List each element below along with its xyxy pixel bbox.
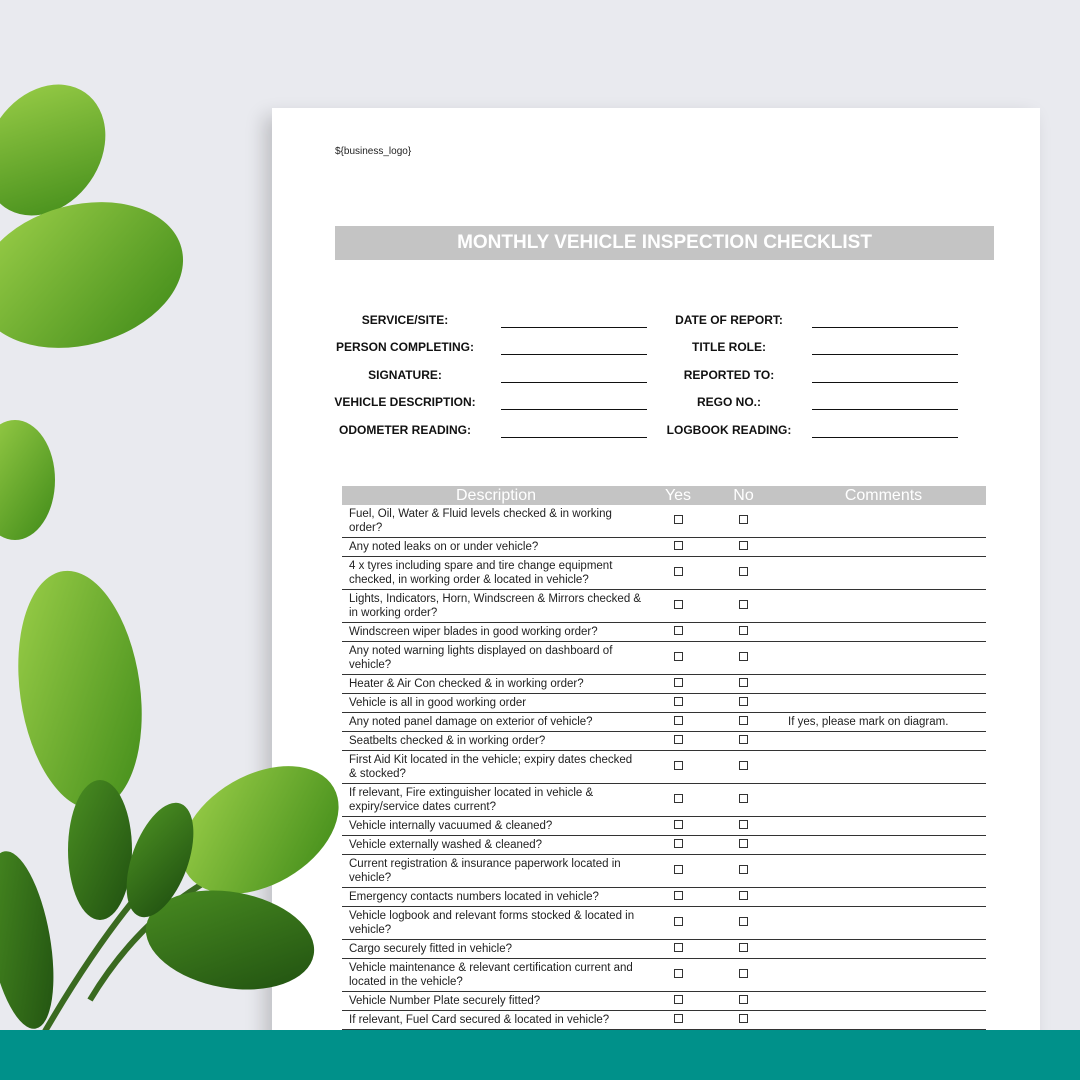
- field-label: SIGNATURE:: [368, 368, 442, 382]
- row-description: If relevant, Fire extinguisher located in vehicle & expiry/service dates current?: [342, 784, 650, 817]
- row-description: 4 x tyres including spare and tire change equipment checked, in working order & located in vehicle?: [342, 557, 650, 590]
- field-label: TITLE ROLE:: [692, 340, 766, 354]
- no-checkbox[interactable]: [739, 697, 748, 706]
- yes-checkbox[interactable]: [674, 891, 683, 900]
- field-label: ODOMETER READING:: [339, 423, 471, 437]
- table-row: [342, 590, 986, 623]
- form-field: [272, 338, 1040, 358]
- table-row: [342, 694, 986, 713]
- row-comment: [781, 557, 986, 590]
- yes-checkbox[interactable]: [674, 839, 683, 848]
- no-checkbox[interactable]: [739, 735, 748, 744]
- yes-cell: [650, 888, 706, 907]
- footer-band: [0, 1030, 1080, 1080]
- yes-checkbox[interactable]: [674, 567, 683, 576]
- table-row: [342, 940, 986, 959]
- checklist-document: [272, 108, 1040, 1068]
- no-checkbox[interactable]: [739, 600, 748, 609]
- inspection-table: [342, 486, 986, 1030]
- row-comment: [781, 642, 986, 675]
- no-cell: [706, 1011, 781, 1030]
- yes-cell: [650, 694, 706, 713]
- no-cell: [706, 675, 781, 694]
- yes-cell: [650, 992, 706, 1011]
- field-label: REGO NO.:: [696, 395, 761, 409]
- field-label: DATE OF REPORT:: [675, 313, 783, 327]
- yes-checkbox[interactable]: [674, 716, 683, 725]
- row-comment: [781, 888, 986, 907]
- yes-checkbox[interactable]: [674, 995, 683, 1004]
- no-checkbox[interactable]: [739, 865, 748, 874]
- row-comment: [781, 784, 986, 817]
- row-comment: [781, 505, 986, 538]
- no-checkbox[interactable]: [739, 943, 748, 952]
- row-comment: [781, 992, 986, 1011]
- yes-checkbox[interactable]: [674, 515, 683, 524]
- table-row: [342, 836, 986, 855]
- no-cell: [706, 959, 781, 992]
- yes-cell: [650, 907, 706, 940]
- yes-checkbox[interactable]: [674, 697, 683, 706]
- yes-checkbox[interactable]: [674, 678, 683, 687]
- no-cell: [706, 907, 781, 940]
- row-description: If relevant, Fuel Card secured & located in vehicle?: [342, 1011, 650, 1030]
- yes-cell: [650, 784, 706, 817]
- no-cell: [706, 751, 781, 784]
- table-row: [342, 855, 986, 888]
- row-comment: [781, 836, 986, 855]
- no-checkbox[interactable]: [739, 969, 748, 978]
- row-description: Lights, Indicators, Horn, Windscreen & Mirrors checked & in working order?: [342, 590, 650, 623]
- no-cell: [706, 623, 781, 642]
- no-cell: [706, 784, 781, 817]
- row-description: Heater & Air Con checked & in working order?: [342, 675, 650, 694]
- table-row: [342, 888, 986, 907]
- table-row: [342, 959, 986, 992]
- row-description: Any noted panel damage on exterior of vehicle?: [342, 713, 650, 732]
- no-checkbox[interactable]: [739, 541, 748, 550]
- row-description: Current registration & insurance paperwork located in vehicle?: [342, 855, 650, 888]
- table-row: [342, 505, 986, 538]
- form-field: [272, 421, 1040, 441]
- row-comment: [781, 959, 986, 992]
- field-label: VEHICLE DESCRIPTION:: [334, 395, 476, 409]
- table-row: [342, 751, 986, 784]
- row-comment: [781, 1011, 986, 1030]
- yes-checkbox[interactable]: [674, 735, 683, 744]
- yes-cell: [650, 836, 706, 855]
- no-cell: [706, 732, 781, 751]
- no-cell: [706, 992, 781, 1011]
- no-cell: [706, 836, 781, 855]
- yes-cell: [650, 590, 706, 623]
- row-description: Vehicle is all in good working order: [342, 694, 650, 713]
- no-checkbox[interactable]: [739, 839, 748, 848]
- table-row: [342, 623, 986, 642]
- no-checkbox[interactable]: [739, 567, 748, 576]
- field-input-line[interactable]: [812, 382, 958, 383]
- row-description: Vehicle internally vacuumed & cleaned?: [342, 817, 650, 836]
- table-row: [342, 557, 986, 590]
- yes-cell: [650, 538, 706, 557]
- table-row: [342, 817, 986, 836]
- no-checkbox[interactable]: [739, 626, 748, 635]
- yes-cell: [650, 505, 706, 538]
- row-comment: [781, 751, 986, 784]
- table-row: [342, 1011, 986, 1030]
- yes-cell: [650, 713, 706, 732]
- row-comment: [781, 538, 986, 557]
- row-comment: [781, 855, 986, 888]
- yes-cell: [650, 940, 706, 959]
- table-row: [342, 732, 986, 751]
- yes-cell: [650, 675, 706, 694]
- yes-cell: [650, 1011, 706, 1030]
- row-description: Seatbelts checked & in working order?: [342, 732, 650, 751]
- no-checkbox[interactable]: [739, 891, 748, 900]
- table-row: [342, 713, 986, 732]
- field-input-line[interactable]: [812, 327, 958, 328]
- no-cell: [706, 557, 781, 590]
- no-cell: [706, 855, 781, 888]
- row-description: Fuel, Oil, Water & Fluid levels checked & in working order?: [342, 505, 650, 538]
- row-description: Any noted warning lights displayed on dashboard of vehicle?: [342, 642, 650, 675]
- field-input-line[interactable]: [812, 354, 958, 355]
- table-row: [342, 784, 986, 817]
- field-label: SERVICE/SITE:: [361, 313, 449, 327]
- form-field: [272, 311, 1040, 331]
- row-description: Cargo securely fitted in vehicle?: [342, 940, 650, 959]
- no-cell: [706, 694, 781, 713]
- header-comments: Comments: [781, 486, 986, 505]
- row-description: Vehicle logbook and relevant forms stocked & located in vehicle?: [342, 907, 650, 940]
- row-description: Windscreen wiper blades in good working order?: [342, 623, 650, 642]
- business-logo-placeholder: ${business_logo}: [335, 146, 412, 157]
- table-header: [342, 486, 986, 505]
- table-row: [342, 675, 986, 694]
- no-checkbox[interactable]: [739, 917, 748, 926]
- yes-checkbox[interactable]: [674, 865, 683, 874]
- yes-checkbox[interactable]: [674, 761, 683, 770]
- yes-cell: [650, 855, 706, 888]
- yes-cell: [650, 732, 706, 751]
- row-description: Vehicle externally washed & cleaned?: [342, 836, 650, 855]
- no-cell: [706, 817, 781, 836]
- header-description: Description: [342, 486, 650, 505]
- no-cell: [706, 940, 781, 959]
- yes-checkbox[interactable]: [674, 541, 683, 550]
- row-comment: [781, 675, 986, 694]
- no-checkbox[interactable]: [739, 995, 748, 1004]
- no-checkbox[interactable]: [739, 716, 748, 725]
- no-cell: [706, 538, 781, 557]
- no-cell: [706, 505, 781, 538]
- document-title: MONTHLY VEHICLE INSPECTION CHECKLIST: [335, 226, 994, 260]
- row-comment: [781, 940, 986, 959]
- yes-checkbox[interactable]: [674, 1014, 683, 1023]
- yes-cell: [650, 959, 706, 992]
- field-label: LOGBOOK READING:: [666, 423, 792, 437]
- yes-cell: [650, 751, 706, 784]
- yes-checkbox[interactable]: [674, 917, 683, 926]
- row-description: Any noted leaks on or under vehicle?: [342, 538, 650, 557]
- field-input-line[interactable]: [812, 437, 958, 438]
- row-comment: [781, 623, 986, 642]
- table-row: [342, 907, 986, 940]
- no-checkbox[interactable]: [739, 761, 748, 770]
- row-comment: [781, 694, 986, 713]
- field-label: PERSON COMPLETING:: [335, 340, 474, 354]
- table-row: [342, 538, 986, 557]
- no-checkbox[interactable]: [739, 820, 748, 829]
- row-description: Vehicle Number Plate securely fitted?: [342, 992, 650, 1011]
- header-yes: Yes: [650, 486, 706, 505]
- no-cell: [706, 713, 781, 732]
- no-checkbox[interactable]: [739, 515, 748, 524]
- row-comment: If yes, please mark on diagram.: [781, 713, 986, 732]
- no-checkbox[interactable]: [739, 652, 748, 661]
- table-row: [342, 992, 986, 1011]
- yes-cell: [650, 642, 706, 675]
- no-cell: [706, 590, 781, 623]
- form-field: [272, 393, 1040, 413]
- yes-checkbox[interactable]: [674, 820, 683, 829]
- no-checkbox[interactable]: [739, 1014, 748, 1023]
- row-description: Vehicle maintenance & relevant certification current and located in the vehicle?: [342, 959, 650, 992]
- no-cell: [706, 642, 781, 675]
- no-checkbox[interactable]: [739, 678, 748, 687]
- row-comment: [781, 732, 986, 751]
- header-no: No: [706, 486, 781, 505]
- row-description: Emergency contacts numbers located in vehicle?: [342, 888, 650, 907]
- row-description: First Aid Kit located in the vehicle; expiry dates checked & stocked?: [342, 751, 650, 784]
- table-row: [342, 642, 986, 675]
- field-input-line[interactable]: [812, 409, 958, 410]
- plant-leaves-decoration: [0, 0, 360, 1040]
- yes-cell: [650, 557, 706, 590]
- row-comment: [781, 590, 986, 623]
- field-label: REPORTED TO:: [683, 368, 775, 382]
- yes-cell: [650, 817, 706, 836]
- row-comment: [781, 907, 986, 940]
- form-field: [272, 366, 1040, 386]
- yes-checkbox[interactable]: [674, 626, 683, 635]
- no-checkbox[interactable]: [739, 794, 748, 803]
- yes-checkbox[interactable]: [674, 794, 683, 803]
- yes-checkbox[interactable]: [674, 943, 683, 952]
- yes-checkbox[interactable]: [674, 969, 683, 978]
- yes-checkbox[interactable]: [674, 600, 683, 609]
- row-comment: [781, 817, 986, 836]
- yes-cell: [650, 623, 706, 642]
- no-cell: [706, 888, 781, 907]
- yes-checkbox[interactable]: [674, 652, 683, 661]
